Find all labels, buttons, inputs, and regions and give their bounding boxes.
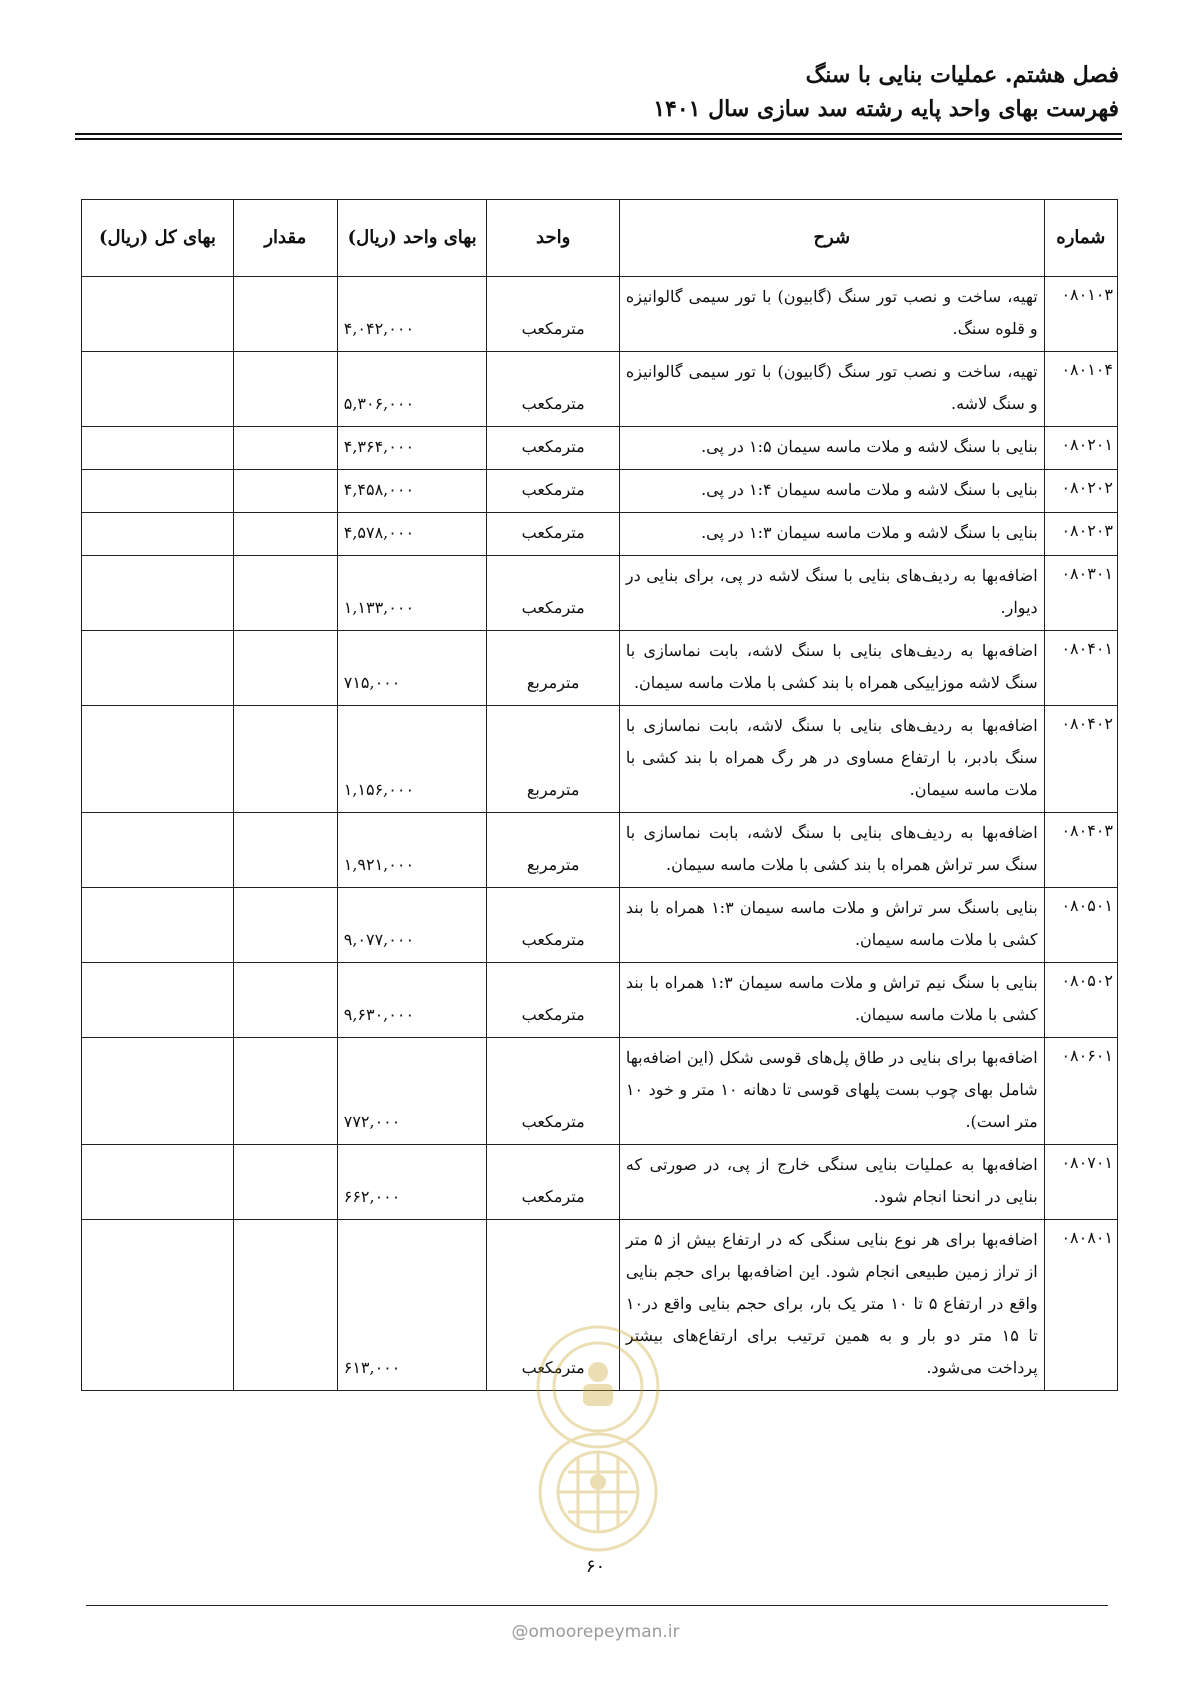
item-unit-price: ۶۱۳,۰۰۰ (337, 1220, 487, 1391)
item-unit-price: ۴,۵۷۸,۰۰۰ (337, 513, 487, 556)
footer-website: @omoorepeyman.ir (511, 1622, 680, 1642)
chapter-title: فصل هشتم. عملیات بنایی با سنگ (805, 62, 1119, 88)
item-unit: مترمکعب (487, 556, 619, 631)
item-unit: مترمکعب (487, 1145, 619, 1220)
item-quantity-cell (233, 427, 337, 470)
item-total-cell (82, 1145, 234, 1220)
item-code: ۰۸۰۲۰۳ (1044, 513, 1117, 556)
table-row (82, 556, 1118, 631)
item-total-cell (82, 1220, 234, 1391)
column-header-code: شماره (1044, 200, 1117, 277)
table-row (82, 631, 1118, 706)
page-number: ۶۰ (585, 1556, 606, 1577)
item-quantity-cell (233, 1038, 337, 1145)
item-total-cell (82, 277, 234, 352)
table-row (82, 1038, 1118, 1145)
item-total-cell (82, 513, 234, 556)
item-quantity-cell (233, 513, 337, 556)
item-description: تهیه، ساخت و نصب تور سنگ (گابیون) با تور سیمی گالوانیزه و سنگ لاشه. (619, 352, 1044, 427)
item-unit: مترمکعب (487, 513, 619, 556)
item-quantity-cell (233, 706, 337, 813)
item-code: ۰۸۰۷۰۱ (1044, 1145, 1117, 1220)
item-unit-price: ۷۱۵,۰۰۰ (337, 631, 487, 706)
item-description: تهیه، ساخت و نصب تور سنگ (گابیون) با تور سیمی گالوانیزه و قلوه سنگ. (619, 277, 1044, 352)
item-unit-price: ۹,۰۷۷,۰۰۰ (337, 888, 487, 963)
item-unit-price: ۱,۹۲۱,۰۰۰ (337, 813, 487, 888)
table-row (82, 813, 1118, 888)
item-description: اضافه‌بها به ردیف‌های بنایی با سنگ لاشه، بابت نماسازی با سنگ بادبر، با ارتفاع مساوی در هر رگ همراه با بند کشی با ملات ماسه سیمان. (619, 706, 1044, 813)
item-total-cell (82, 352, 234, 427)
item-unit: مترمربع (487, 813, 619, 888)
header-divider (75, 133, 1122, 135)
item-description: اضافه‌بها به ردیف‌های بنایی با سنگ لاشه، بابت نماسازی با سنگ لاشه موزاییکی همراه با بند کشی با ملات ماسه سیمان. (619, 631, 1044, 706)
item-code: ۰۸۰۵۰۱ (1044, 888, 1117, 963)
item-code: ۰۸۰۱۰۴ (1044, 352, 1117, 427)
item-unit-price: ۶۶۲,۰۰۰ (337, 1145, 487, 1220)
table-row (82, 963, 1118, 1038)
item-unit: مترمکعب (487, 963, 619, 1038)
item-unit-price: ۱,۱۵۶,۰۰۰ (337, 706, 487, 813)
item-quantity-cell (233, 556, 337, 631)
item-description: اضافه‌بها به عملیات بنایی سنگی خارج از پی، در صورتی که بنایی در انحنا انجام شود. (619, 1145, 1044, 1220)
table-header-row (82, 200, 1118, 277)
item-description: بنایی با سنگ لاشه و ملات ماسه سیمان ۱:۳ در پی. (619, 513, 1044, 556)
item-description: بنایی باسنگ سر تراش و ملات ماسه سیمان ۱:۳ همراه با بند کشی با ملات ماسه سیمان. (619, 888, 1044, 963)
column-header-unit-price: بهای واحد (ریال) (337, 200, 487, 277)
item-unit: مترمکعب (487, 888, 619, 963)
column-header-unit: واحد (487, 200, 619, 277)
table-row (82, 470, 1118, 513)
item-unit: مترمکعب (487, 352, 619, 427)
item-quantity-cell (233, 631, 337, 706)
item-code: ۰۸۰۴۰۳ (1044, 813, 1117, 888)
item-unit: مترمکعب (487, 470, 619, 513)
item-code: ۰۸۰۶۰۱ (1044, 1038, 1117, 1145)
table-row (82, 427, 1118, 470)
table-row (82, 352, 1118, 427)
item-unit-price: ۵,۳۰۶,۰۰۰ (337, 352, 487, 427)
header-divider-double (75, 138, 1122, 140)
item-quantity-cell (233, 352, 337, 427)
table-row (82, 277, 1118, 352)
item-description: اضافه‌بها به ردیف‌های بنایی با سنگ لاشه، بابت نماسازی با سنگ سر تراش همراه با بند کشی با ملات ماسه سیمان. (619, 813, 1044, 888)
item-description: بنایی با سنگ نیم تراش و ملات ماسه سیمان ۱:۳ همراه با بند کشی با ملات ماسه سیمان. (619, 963, 1044, 1038)
item-unit-price: ۴,۰۴۲,۰۰۰ (337, 277, 487, 352)
item-description: اضافه‌بها به ردیف‌های بنایی با سنگ لاشه در پی، برای بنایی در دیوار. (619, 556, 1044, 631)
item-description: اضافه‌بها برای هر نوع بنایی سنگی که در ارتفاع بیش از ۵ متر از تراز زمین طبیعی انجام شود. این اضافه‌بها برای حجم بنایی واقع در ارتفاع ۵ تا ۱۰ متر یک بار، برای حجم بنایی واقع در۱۰ تا ۱۵ متر دو بار و به همین ترتیب برای ارتفاع‌های بیشتر پرداخت می‌شود. (619, 1220, 1044, 1391)
item-quantity-cell (233, 1220, 337, 1391)
item-code: ۰۸۰۴۰۲ (1044, 706, 1117, 813)
table-row (82, 513, 1118, 556)
item-total-cell (82, 888, 234, 963)
item-unit-price: ۴,۴۵۸,۰۰۰ (337, 470, 487, 513)
item-total-cell (82, 470, 234, 513)
item-code: ۰۸۰۴۰۱ (1044, 631, 1117, 706)
table-row (82, 1145, 1118, 1220)
item-total-cell (82, 427, 234, 470)
item-description: بنایی با سنگ لاشه و ملات ماسه سیمان ۱:۴ در پی. (619, 470, 1044, 513)
footer-divider (86, 1605, 1108, 1606)
item-unit-price: ۷۷۲,۰۰۰ (337, 1038, 487, 1145)
item-quantity-cell (233, 888, 337, 963)
item-unit-price: ۴,۳۶۴,۰۰۰ (337, 427, 487, 470)
item-code: ۰۸۰۲۰۲ (1044, 470, 1117, 513)
column-header-quantity: مقدار (233, 200, 337, 277)
watermark-seal-logo (503, 1302, 693, 1562)
item-unit: مترمربع (487, 631, 619, 706)
item-code: ۰۸۰۸۰۱ (1044, 1220, 1117, 1391)
item-unit-price: ۹,۶۳۰,۰۰۰ (337, 963, 487, 1038)
item-total-cell (82, 963, 234, 1038)
price-list-table (81, 199, 1118, 1391)
item-unit: مترمکعب (487, 427, 619, 470)
table-row (82, 706, 1118, 813)
item-unit-price: ۱,۱۳۳,۰۰۰ (337, 556, 487, 631)
item-quantity-cell (233, 813, 337, 888)
page-header (72, 58, 1119, 126)
item-total-cell (82, 706, 234, 813)
item-total-cell (82, 556, 234, 631)
item-unit: مترمکعب (487, 1038, 619, 1145)
item-code: ۰۸۰۱۰۳ (1044, 277, 1117, 352)
item-quantity-cell (233, 963, 337, 1038)
item-total-cell (82, 813, 234, 888)
table-row (82, 888, 1118, 963)
item-code: ۰۸۰۲۰۱ (1044, 427, 1117, 470)
column-header-description: شرح (619, 200, 1044, 277)
item-unit: مترمکعب (487, 277, 619, 352)
item-code: ۰۸۰۵۰۲ (1044, 963, 1117, 1038)
book-title: فهرست بهای واحد پایه رشته سد سازی سال ۱۴۰۱ (653, 96, 1119, 122)
item-total-cell (82, 1038, 234, 1145)
item-quantity-cell (233, 277, 337, 352)
item-quantity-cell (233, 1145, 337, 1220)
item-quantity-cell (233, 470, 337, 513)
item-description: اضافه‌بها برای بنایی در طاق پل‌های قوسی شکل (این اضافه‌بها شامل بهای چوب بست پلهای قوسی تا دهانه ۱۰ متر و خود ۱۰ متر است). (619, 1038, 1044, 1145)
item-description: بنایی با سنگ لاشه و ملات ماسه سیمان ۱:۵ در پی. (619, 427, 1044, 470)
item-unit: مترمربع (487, 706, 619, 813)
item-unit: مترمکعب (487, 1220, 619, 1391)
column-header-total-price: بهای کل (ریال) (82, 200, 234, 277)
item-total-cell (82, 631, 234, 706)
item-code: ۰۸۰۳۰۱ (1044, 556, 1117, 631)
